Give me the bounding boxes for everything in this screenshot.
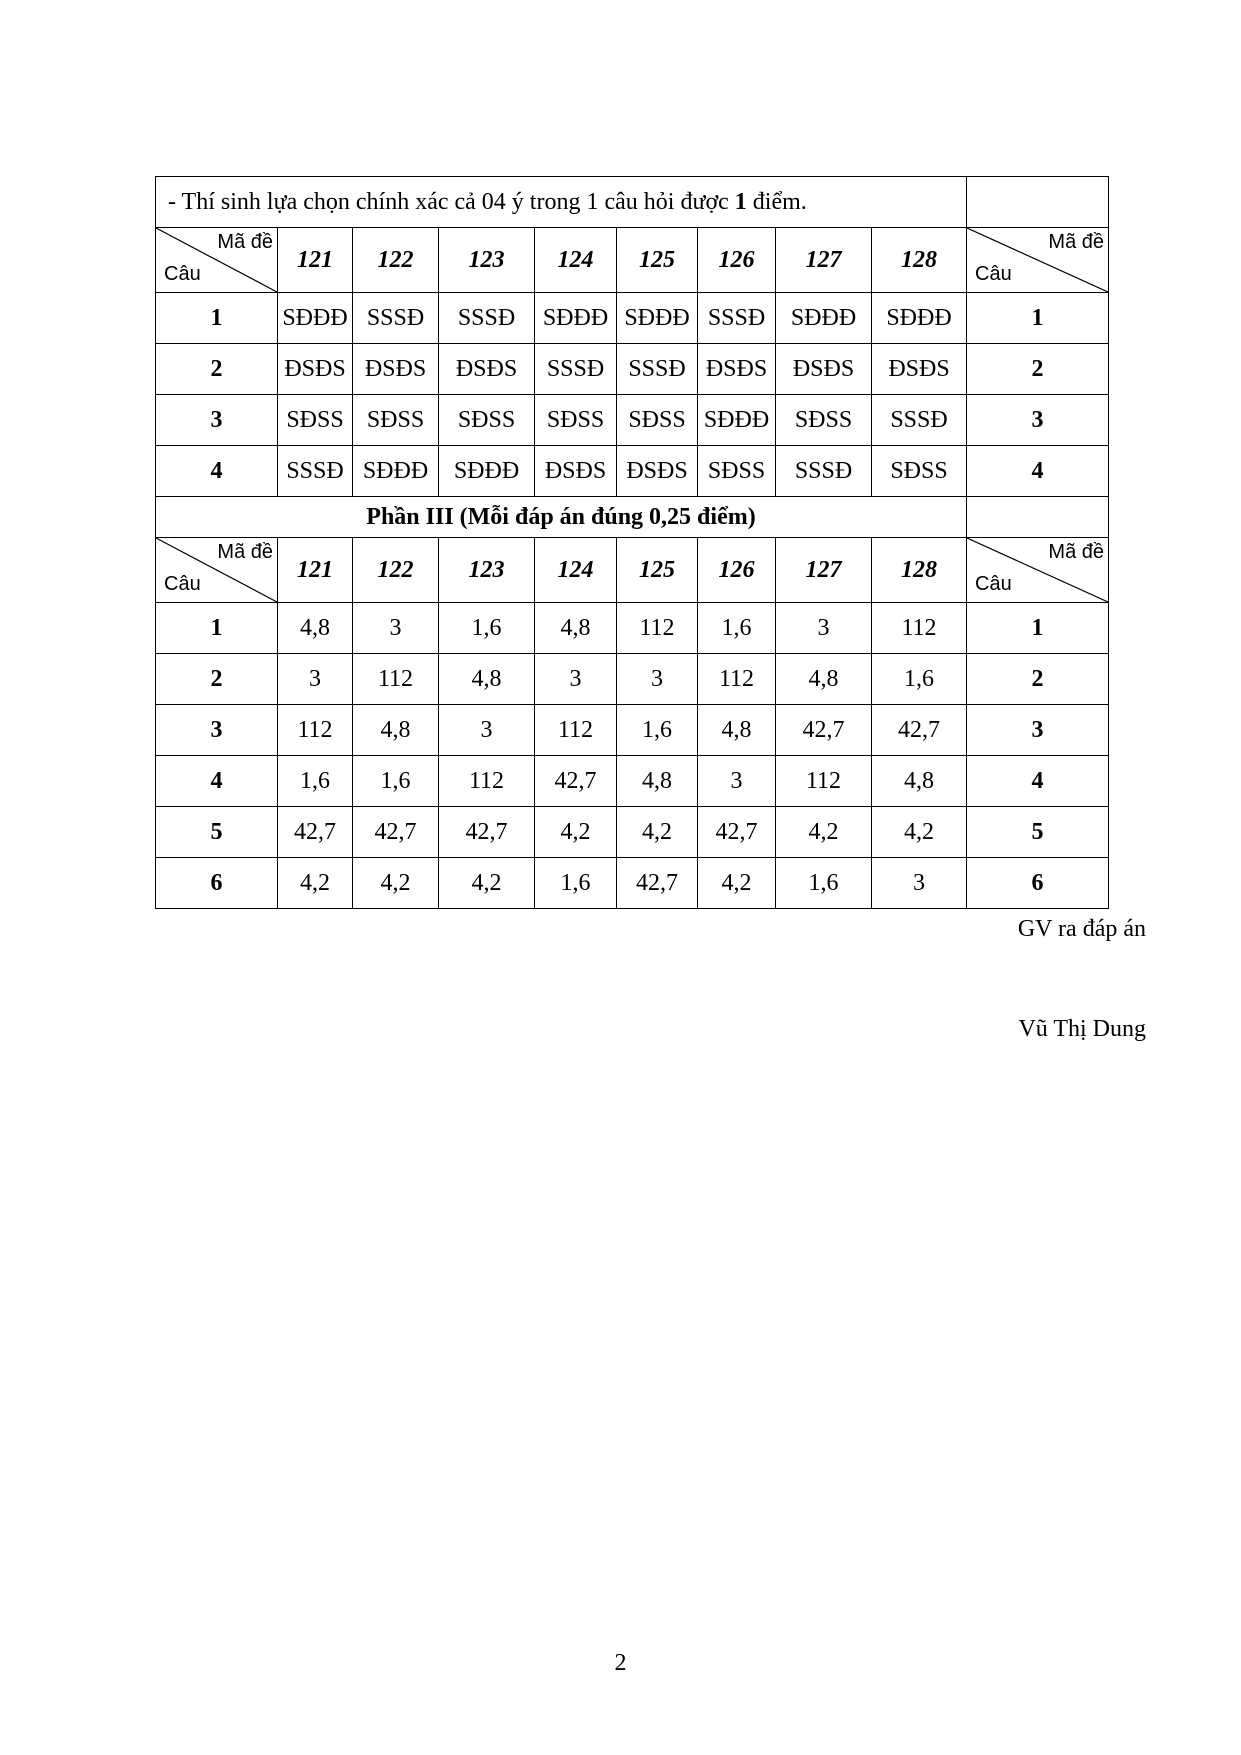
answer-cell: 1,6 <box>776 858 872 909</box>
answer-cell: 1,6 <box>535 858 617 909</box>
question-number-right: 1 <box>967 603 1109 654</box>
question-number-right: 2 <box>967 654 1109 705</box>
header-ma-de: Mã đề <box>1048 231 1104 253</box>
empty-cell <box>967 497 1109 538</box>
answer-cell: 112 <box>278 705 353 756</box>
answer-cell: ĐSĐS <box>439 344 535 395</box>
answer-cell: SSSĐ <box>776 446 872 497</box>
question-number-right: 3 <box>967 395 1109 446</box>
note-row <box>156 177 1109 228</box>
header-cau: Câu <box>975 573 1012 595</box>
question-number: 5 <box>156 807 278 858</box>
answer-cell: SĐSS <box>617 395 698 446</box>
answer-cell: 42,7 <box>872 705 967 756</box>
answer-cell: 4,2 <box>872 807 967 858</box>
part3-header-row <box>156 538 1109 603</box>
question-number: 2 <box>156 344 278 395</box>
answer-cell: SĐĐĐ <box>872 293 967 344</box>
answer-cell: 3 <box>278 654 353 705</box>
answer-cell: SĐSS <box>278 395 353 446</box>
answer-cell: 3 <box>776 603 872 654</box>
answer-cell: 42,7 <box>698 807 776 858</box>
answer-cell: SSSĐ <box>439 293 535 344</box>
answer-cell: 1,6 <box>698 603 776 654</box>
question-number-right: 5 <box>967 807 1109 858</box>
answer-cell: 4,8 <box>278 603 353 654</box>
signature-name: Vũ Thị Dung <box>1018 1016 1146 1042</box>
exam-code: 126 <box>698 538 776 603</box>
question-number: 3 <box>156 395 278 446</box>
answer-cell: ĐSĐS <box>535 446 617 497</box>
answer-cell: ĐSĐS <box>872 344 967 395</box>
answer-cell: ĐSĐS <box>617 446 698 497</box>
answer-cell: 3 <box>617 654 698 705</box>
part2-row <box>156 293 1109 344</box>
answer-cell: 1,6 <box>353 756 439 807</box>
answer-cell: 4,8 <box>617 756 698 807</box>
answer-cell: 4,2 <box>776 807 872 858</box>
answer-cell: 42,7 <box>439 807 535 858</box>
part3-row <box>156 858 1109 909</box>
answer-cell: SĐĐĐ <box>698 395 776 446</box>
part2-row <box>156 395 1109 446</box>
header-ma-de: Mã đề <box>1048 541 1104 563</box>
part2-row <box>156 344 1109 395</box>
answer-cell: 42,7 <box>776 705 872 756</box>
answer-cell: SĐSS <box>439 395 535 446</box>
part3-row <box>156 705 1109 756</box>
answer-cell: 42,7 <box>353 807 439 858</box>
exam-code: 125 <box>617 228 698 293</box>
part3-title-row <box>156 497 1109 538</box>
part2-header-row <box>156 228 1109 293</box>
answer-cell: 3 <box>353 603 439 654</box>
answer-cell: 112 <box>439 756 535 807</box>
page-number: 2 <box>614 1650 627 1676</box>
answer-cell: 3 <box>872 858 967 909</box>
answer-cell: SĐĐĐ <box>535 293 617 344</box>
answer-cell: SSSĐ <box>535 344 617 395</box>
answer-cell: SĐSS <box>776 395 872 446</box>
answer-cell: 112 <box>776 756 872 807</box>
question-number-right: 6 <box>967 858 1109 909</box>
question-number: 3 <box>156 705 278 756</box>
diagonal-header-cell <box>156 228 278 293</box>
answer-cell: SSSĐ <box>278 446 353 497</box>
answer-cell: 4,2 <box>535 807 617 858</box>
question-number: 4 <box>156 446 278 497</box>
empty-cell <box>967 177 1109 228</box>
question-number-right: 2 <box>967 344 1109 395</box>
question-number-right: 3 <box>967 705 1109 756</box>
exam-code: 128 <box>872 538 967 603</box>
part3-row <box>156 756 1109 807</box>
answer-cell: SĐSS <box>872 446 967 497</box>
diagonal-header-cell <box>967 538 1109 603</box>
answer-cell: 3 <box>698 756 776 807</box>
exam-code: 123 <box>439 228 535 293</box>
diagonal-header-cell <box>967 228 1109 293</box>
answer-cell: 112 <box>535 705 617 756</box>
answer-cell: SĐĐĐ <box>353 446 439 497</box>
answer-cell: 112 <box>698 654 776 705</box>
note-text: - Thí sinh lựa chọn chính xác cả 04 ý trong 1 câu hỏi được <box>168 188 735 215</box>
answer-cell: 4,8 <box>353 705 439 756</box>
answer-cell: 1,6 <box>872 654 967 705</box>
answer-cell: SSSĐ <box>353 293 439 344</box>
answer-cell: SĐĐĐ <box>439 446 535 497</box>
exam-code: 121 <box>278 228 353 293</box>
header-cau: Câu <box>164 573 201 595</box>
answer-cell: 4,2 <box>278 858 353 909</box>
question-number: 6 <box>156 858 278 909</box>
signature-role: GV ra đáp án <box>1017 916 1146 942</box>
exam-code: 124 <box>535 538 617 603</box>
answer-cell: 3 <box>535 654 617 705</box>
exam-code: 127 <box>776 538 872 603</box>
exam-code: 127 <box>776 228 872 293</box>
answer-cell: SĐSS <box>353 395 439 446</box>
answer-cell: 112 <box>617 603 698 654</box>
answer-cell: 1,6 <box>439 603 535 654</box>
question-number-right: 4 <box>967 446 1109 497</box>
question-number-right: 1 <box>967 293 1109 344</box>
answer-cell: 4,2 <box>353 858 439 909</box>
answer-cell: 4,8 <box>776 654 872 705</box>
answer-table <box>155 176 1109 909</box>
answer-cell: 1,6 <box>617 705 698 756</box>
exam-code: 122 <box>353 538 439 603</box>
exam-code: 121 <box>278 538 353 603</box>
answer-cell: 112 <box>872 603 967 654</box>
exam-code: 126 <box>698 228 776 293</box>
exam-code: 125 <box>617 538 698 603</box>
answer-cell: SĐĐĐ <box>278 293 353 344</box>
answer-cell: SSSĐ <box>698 293 776 344</box>
question-number: 1 <box>156 293 278 344</box>
answer-cell: SĐSS <box>535 395 617 446</box>
scoring-note <box>156 177 967 228</box>
answer-cell: ĐSĐS <box>353 344 439 395</box>
part2-row <box>156 446 1109 497</box>
part3-row <box>156 654 1109 705</box>
answer-cell: ĐSĐS <box>698 344 776 395</box>
answer-cell: 42,7 <box>278 807 353 858</box>
answer-cell: ĐSĐS <box>278 344 353 395</box>
exam-code: 123 <box>439 538 535 603</box>
answer-cell: 4,8 <box>872 756 967 807</box>
answer-cell: SĐĐĐ <box>617 293 698 344</box>
part3-row <box>156 807 1109 858</box>
question-number-right: 4 <box>967 756 1109 807</box>
part3-row <box>156 603 1109 654</box>
diagonal-header-cell <box>156 538 278 603</box>
answer-cell: 4,2 <box>698 858 776 909</box>
question-number: 4 <box>156 756 278 807</box>
answer-cell: ĐSĐS <box>776 344 872 395</box>
answer-cell: 4,2 <box>439 858 535 909</box>
answer-cell: 4,8 <box>698 705 776 756</box>
exam-code: 122 <box>353 228 439 293</box>
header-cau: Câu <box>164 263 201 285</box>
question-number: 2 <box>156 654 278 705</box>
answer-cell: 3 <box>439 705 535 756</box>
answer-cell: 4,8 <box>535 603 617 654</box>
answer-cell: SSSĐ <box>617 344 698 395</box>
header-ma-de: Mã đề <box>217 541 273 563</box>
part3-title: Phần III (Mỗi đáp án đúng 0,25 điểm) <box>156 497 967 538</box>
header-ma-de: Mã đề <box>217 231 273 253</box>
answer-cell: 112 <box>353 654 439 705</box>
header-cau: Câu <box>975 263 1012 285</box>
answer-cell: SĐĐĐ <box>776 293 872 344</box>
answer-cell: 4,2 <box>617 807 698 858</box>
answer-cell: 42,7 <box>535 756 617 807</box>
answer-cell: 1,6 <box>278 756 353 807</box>
exam-code: 124 <box>535 228 617 293</box>
answer-cell: 42,7 <box>617 858 698 909</box>
answer-cell: 4,8 <box>439 654 535 705</box>
exam-code: 128 <box>872 228 967 293</box>
question-number: 1 <box>156 603 278 654</box>
note-suffix: điểm. <box>746 188 807 215</box>
note-bold-points: 1 <box>734 188 747 215</box>
answer-cell: SSSĐ <box>872 395 967 446</box>
answer-cell: SĐSS <box>698 446 776 497</box>
